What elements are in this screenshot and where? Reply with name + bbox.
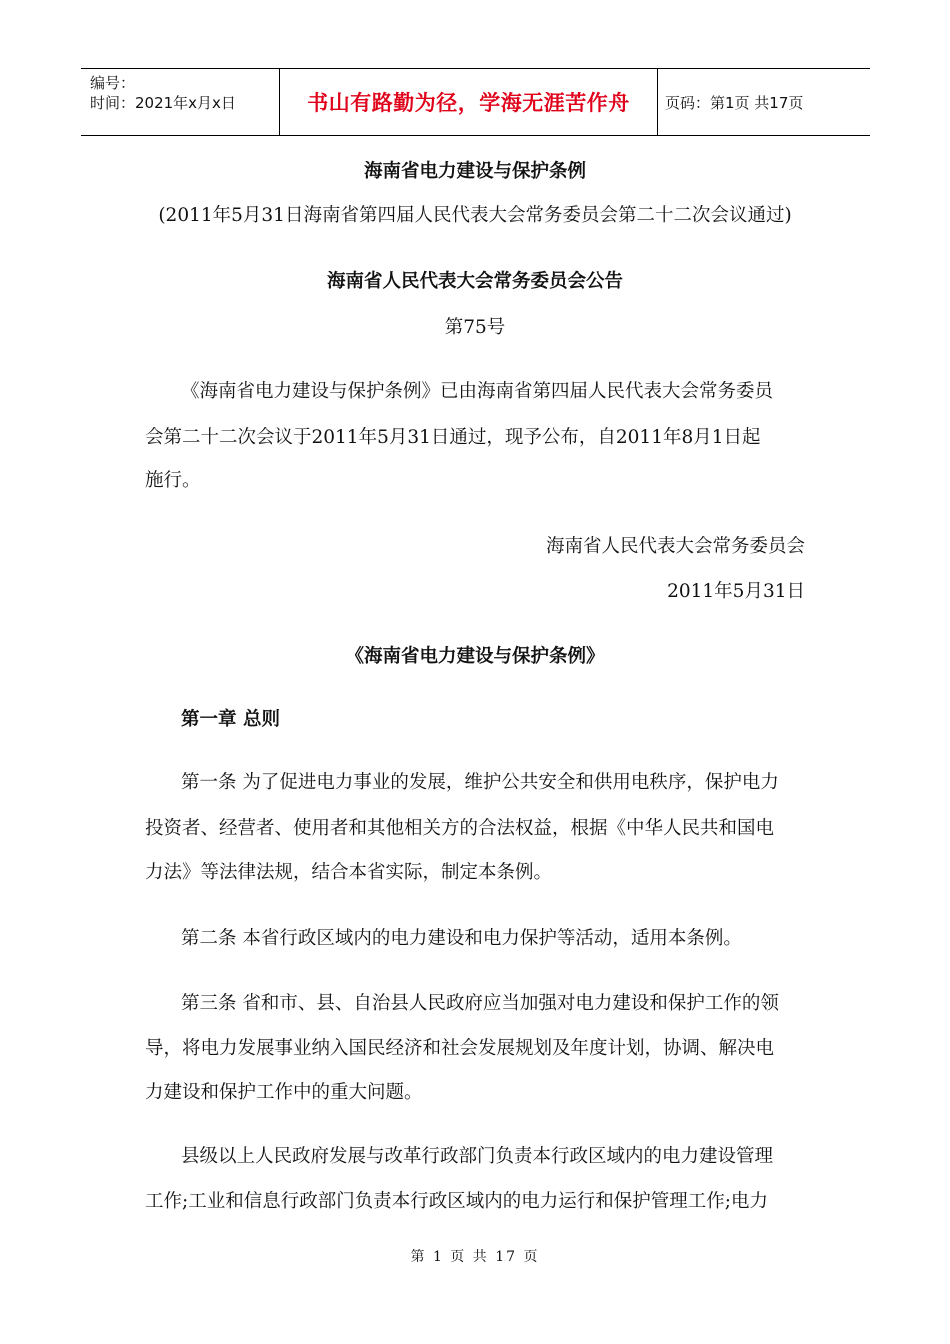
announcement-line: 施行。 [145,470,201,491]
document-title: 海南省电力建设与保护条例 [363,161,586,182]
header-table [81,68,870,136]
number-label: 编号： [90,74,136,92]
issue-date: 2011年5月31日 [667,581,805,602]
chapter-title: 第一章 总则 [181,709,280,730]
article-3-line: 力建设和保护工作中的重大问题。 [145,1082,423,1103]
issuer: 海南省人民代表大会常务委员会 [545,536,805,557]
header-page-cell [658,69,870,135]
motto-text: 书山有路勤为径，学海无涯苦作舟 [307,91,630,115]
page-info: 页码：第1页 共17页 [665,93,804,112]
article-3-line: 导，将电力发展事业纳入国民经济和社会发展规划及年度计划，协调、解决电 [145,1038,775,1059]
regulation-title: 《海南省电力建设与保护条例》 [345,646,605,667]
article-1-line: 第一条 为了促进电力事业的发展，维护公共安全和供用电秩序，保护电力 [181,772,779,793]
document-subtitle: (2011年5月31日海南省第四届人民代表大会常务委员会第二十二次会议通过) [158,205,792,226]
article-1-line: 投资者、经营者、使用者和其他相关方的合法权益，根据《中华人民共和国电 [145,818,775,839]
header-meta-cell [81,69,280,135]
header-motto-cell [280,69,658,135]
article-2-line: 第二条 本省行政区域内的电力建设和电力保护等活动，适用本条例。 [181,928,742,949]
announcement-title: 海南省人民代表大会常务委员会公告 [326,271,623,292]
article-1-line: 力法》等法律法规，结合本省实际，制定本条例。 [145,862,553,883]
time-label: 时间：2021年x月x日 [90,94,236,112]
announcement-number: 第75号 [444,317,506,338]
article-3-line: 第三条 省和市、县、自治县人民政府应当加强对电力建设和保护工作的领 [181,993,779,1014]
page-footer: 第 1 页 共 17 页 [410,1249,540,1265]
announcement-line: 会第二十二次会议于2011年5月31日通过，现予公布，自2011年8月1日起 [145,427,761,448]
article-3b-line: 工作;工业和信息行政部门负责本行政区域内的电力运行和保护管理工作;电力 [145,1191,768,1212]
announcement-line: 《海南省电力建设与保护条例》已由海南省第四届人民代表大会常务委员 [181,381,774,402]
article-3b-line: 县级以上人民政府发展与改革行政部门负责本行政区域内的电力建设管理 [181,1146,774,1167]
